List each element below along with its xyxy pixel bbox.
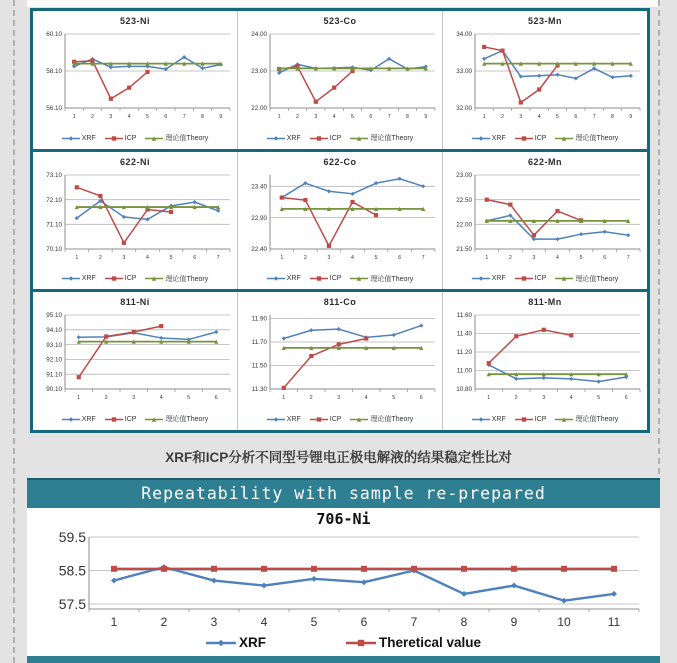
legend-label: 理论值Theory [370,275,414,283]
legend-label: ICP [534,415,547,423]
x-tick-label: 1 [277,114,281,121]
legend-label: ICP [329,415,342,423]
series-line [284,326,422,339]
y-tick-label: 91.10 [46,371,62,379]
series-line [79,332,217,339]
y-tick-label: 60.10 [46,31,62,39]
chart-plot [35,170,235,270]
legend-item [267,415,301,424]
x-tick-label: 3 [109,114,113,121]
y-tick-label: 58.5 [58,562,86,579]
chart-legend [267,129,413,147]
legend-marker-icon [350,274,368,283]
legend-marker-icon [145,134,163,143]
chart-legend [267,270,413,288]
series-line [282,197,376,245]
chart-row-523 [33,11,647,149]
x-tick-label: 5 [351,114,354,121]
legend-label: XRF [81,134,96,142]
legend-label: ICP [329,275,342,283]
x-tick-label: 4 [569,395,573,402]
x-tick-label: 7 [626,254,630,261]
chart-legend [472,410,618,428]
legend-item [105,415,137,424]
top-white-strip [27,0,660,7]
legend-marker-icon [472,274,490,283]
legend-marker-icon [472,134,490,143]
x-tick-label: 7 [592,114,596,121]
y-tick-label: 57.5 [58,595,86,612]
legend-marker-icon [350,134,368,143]
chart-cell [237,152,442,290]
y-tick-label: 72.10 [46,196,62,204]
chart-legend [27,633,660,652]
x-tick-label: 8 [201,114,204,121]
y-tick-label: 94.10 [46,327,62,335]
x-tick-label: 1 [77,395,81,402]
x-tick-label: 4 [127,114,131,121]
x-tick-label: 3 [542,395,546,402]
chart-plot [240,310,440,410]
legend-marker-icon [62,134,80,143]
chart-cell [237,11,442,149]
legend-label: XRF [286,415,301,423]
figure-caption: XRF和ICP分析不同型号锂电正极电解液的结果稳定性比对 [165,450,512,465]
x-tick-label: 9 [629,114,633,121]
legend-marker-icon [472,415,490,424]
x-tick-label: 4 [351,254,354,261]
y-tick-label: 56.10 [46,105,62,113]
legend-item [145,414,208,424]
x-tick-label: 5 [146,114,149,121]
series-line [279,67,352,102]
legend-marker-icon [515,415,533,424]
legend-marker-icon [267,274,285,283]
x-tick-label: 6 [624,395,628,402]
y-tick-label: 22.00 [251,105,267,113]
x-tick-label: 4 [364,395,368,402]
y-tick-label: 11.90 [251,316,267,324]
legend-item [267,134,301,143]
legend-label: 理论值Theory [370,135,414,142]
x-tick-label: 3 [532,254,536,261]
chart-title: 622-Mn [527,156,562,167]
y-tick-label: 10.80 [456,386,472,394]
chart-cell [442,152,647,290]
chart-plot [240,29,440,129]
legend-item [62,415,96,424]
y-tick-label: 71.10 [46,221,62,229]
x-tick-label: 6 [603,254,607,261]
legend-item [346,635,481,650]
legend-label: 理论值Theory [165,135,209,142]
y-tick-label: 11.30 [251,386,267,394]
chart-legend [472,270,618,288]
series-line [79,326,162,377]
x-tick-label: 6 [369,114,373,121]
y-tick-label: 11.70 [251,339,267,347]
legend-item [267,274,301,283]
y-tick-label: 22.00 [456,221,472,229]
x-tick-label: 7 [410,615,418,629]
chart-title: 523-Ni [119,16,150,26]
chart-title: 622-Ni [119,156,150,167]
x-tick-label: 1 [75,254,79,261]
legend-marker-icon [145,274,163,283]
y-tick-label: 23.00 [456,171,472,179]
legend-label: ICP [534,275,547,283]
x-tick-label: 6 [574,114,578,121]
legend-item [515,134,547,143]
chart-plot [35,310,235,410]
legend-marker-icon [310,274,328,283]
x-tick-label: 1 [280,254,284,261]
legend-marker-icon [206,637,236,649]
x-tick-label: 5 [392,395,396,402]
x-tick-label: 4 [537,114,541,121]
x-tick-label: 11 [607,615,621,629]
legend-marker-icon [62,415,80,424]
legend-marker-icon [515,134,533,143]
y-tick-label: 95.10 [46,312,62,320]
y-tick-label: 11.20 [456,349,472,357]
y-tick-label: 34.00 [456,31,472,39]
chart-grid-panel [30,8,650,433]
legend-item [472,415,506,424]
chart-cell [237,292,442,430]
x-tick-label: 5 [579,254,583,261]
chart-plot [445,29,645,129]
x-tick-label: 3 [519,114,523,121]
legend-item [555,274,618,284]
y-tick-label: 22.40 [251,245,267,253]
x-tick-label: 2 [91,114,94,121]
x-tick-label: 1 [110,615,118,629]
x-tick-label: 9 [219,114,223,121]
x-tick-label: 3 [314,114,318,121]
legend-marker-icon [105,134,123,143]
x-tick-label: 6 [360,615,368,629]
chart-row-622 [33,149,647,290]
x-tick-label: 2 [501,114,504,121]
y-tick-label: 22.50 [456,196,472,204]
chart-legend [62,129,208,147]
y-tick-label: 11.00 [456,368,472,376]
x-tick-label: 7 [216,254,220,261]
legend-label: ICP [534,134,547,142]
y-tick-label: 58.10 [46,68,62,76]
legend-marker-icon [267,134,285,143]
x-tick-label: 7 [387,114,391,121]
next-section-teal-strip [27,656,660,663]
page-break-dashed-line [13,0,15,663]
legend-label: ICP [329,134,342,142]
legend-label: ICP [124,275,137,283]
chart-row-811 [33,289,647,430]
x-tick-label: 7 [421,254,425,261]
legend-item [310,134,342,143]
legend-label: XRF [286,134,301,142]
y-tick-label: 59.5 [58,529,86,545]
legend-item [145,133,208,143]
y-tick-label: 90.10 [46,386,62,394]
x-tick-label: 5 [374,254,378,261]
x-tick-label: 8 [611,114,614,121]
chart-cell [442,11,647,149]
legend-marker-icon [105,274,123,283]
chart-title: 811-Ni [120,297,150,308]
legend-label: XRF [81,275,96,283]
legend-item [350,133,413,143]
y-tick-label: 23.00 [251,68,267,76]
x-tick-label: 2 [104,395,108,402]
legend-marker-icon [555,415,573,424]
legend-label: 理论值Theory [575,135,619,142]
legend-label: 理论值Theory [575,416,619,424]
legend-marker-icon [346,637,376,649]
legend-marker-icon [555,134,573,143]
legend-marker-icon [267,415,285,424]
chart-plot [27,529,660,633]
chart-legend [267,410,413,428]
y-tick-label: 93.10 [46,342,62,350]
x-tick-label: 6 [398,254,402,261]
x-tick-label: 3 [122,254,126,261]
y-tick-label: 73.10 [46,171,62,179]
x-tick-label: 5 [310,615,318,629]
y-tick-label: 70.10 [46,245,62,253]
x-tick-label: 2 [514,395,518,402]
chart-plot [445,310,645,410]
legend-label: XRF [491,275,506,283]
legend-label: 理论值Theory [370,416,414,424]
legend-item [310,415,342,424]
y-tick-label: 23.40 [251,183,267,191]
legend-marker-icon [105,415,123,424]
series-line [489,330,572,363]
series-line [284,339,367,388]
y-tick-label: 33.00 [456,68,472,76]
x-tick-label: 2 [309,395,313,402]
legend-item [105,274,137,283]
x-tick-label: 1 [485,254,489,261]
chart-title: 811-Mn [528,297,562,308]
legend-label: Theretical value [378,635,482,650]
x-tick-label: 9 [510,615,518,629]
x-tick-label: 7 [182,114,186,121]
chart-plot [35,29,235,129]
y-tick-label: 32.00 [456,105,472,113]
legend-marker-icon [350,415,368,424]
legend-marker-icon [145,415,163,424]
legend-marker-icon [62,274,80,283]
legend-item [62,274,96,283]
repeatability-panel [27,478,660,663]
x-tick-label: 2 [160,615,168,629]
x-tick-label: 2 [303,254,307,261]
x-tick-label: 5 [556,114,559,121]
chart-title: 622-Co [323,156,357,167]
x-tick-label: 1 [487,395,491,402]
chart-title: 706-Ni [316,510,371,528]
legend-marker-icon [310,134,328,143]
x-tick-label: 3 [210,615,218,629]
legend-label: XRF [491,134,506,142]
legend-item [515,415,547,424]
chart-plot [445,170,645,270]
legend-label: 理论值Theory [575,275,619,283]
x-tick-label: 1 [482,114,486,121]
chart-cell [33,292,237,430]
legend-item [555,133,618,143]
x-tick-label: 2 [296,114,299,121]
x-tick-label: 1 [282,395,286,402]
chart-plot [240,170,440,270]
legend-label: 理论值Theory [165,416,209,424]
chart-title: 811-Co [323,297,357,308]
legend-item [62,134,96,143]
chart-legend [62,270,208,288]
legend-label: XRF [491,415,506,423]
y-tick-label: 11.60 [456,312,472,320]
y-tick-label: 21.50 [456,245,472,253]
legend-item [472,274,506,283]
legend-marker-icon [310,415,328,424]
y-tick-label: 22.90 [251,214,267,222]
x-tick-label: 4 [332,114,336,121]
legend-item [472,134,506,143]
y-tick-label: 11.50 [251,363,267,371]
legend-item [350,414,413,424]
chart-legend [472,129,618,147]
chart-cell [442,292,647,430]
x-tick-label: 3 [132,395,136,402]
x-tick-label: 9 [424,114,428,121]
legend-item [145,274,208,284]
x-tick-label: 4 [146,254,149,261]
x-tick-label: 2 [98,254,102,261]
legend-label: ICP [124,415,137,423]
y-tick-label: 11.40 [456,331,472,339]
legend-item [515,274,547,283]
y-tick-label: 24.00 [251,31,267,39]
x-tick-label: 4 [260,615,268,629]
legend-label: 理论值Theory [165,275,209,283]
legend-item [350,274,413,284]
x-tick-label: 8 [406,114,409,121]
x-tick-label: 1 [72,114,76,121]
legend-label: XRF [286,275,301,283]
chart-title: 523-Mn [527,16,562,26]
legend-item [310,274,342,283]
x-tick-label: 5 [169,254,173,261]
x-tick-label: 4 [556,254,559,261]
legend-label: XRF [238,635,266,650]
x-tick-label: 5 [597,395,601,402]
legend-label: XRF [81,415,96,423]
legend-marker-icon [515,274,533,283]
section-header: Repeatability with sample re-prepared [27,478,660,508]
x-tick-label: 6 [164,114,168,121]
x-tick-label: 4 [159,395,163,402]
chart-cell [33,11,237,149]
legend-marker-icon [555,274,573,283]
legend-item [105,134,137,143]
x-tick-label: 5 [187,395,191,402]
x-tick-label: 10 [557,615,571,629]
x-tick-label: 6 [419,395,423,402]
chart-cell [33,152,237,290]
x-tick-label: 3 [337,395,341,402]
legend-label: ICP [124,134,137,142]
legend-item [555,414,618,424]
y-tick-label: 92.10 [46,356,62,364]
series-line [489,365,627,382]
x-tick-label: 6 [214,395,218,402]
x-tick-label: 3 [327,254,331,261]
legend-item [206,635,266,650]
x-tick-label: 6 [193,254,197,261]
x-tick-label: 8 [460,615,468,629]
chart-title: 523-Co [323,16,357,26]
x-tick-label: 2 [508,254,512,261]
chart-legend [62,410,208,428]
